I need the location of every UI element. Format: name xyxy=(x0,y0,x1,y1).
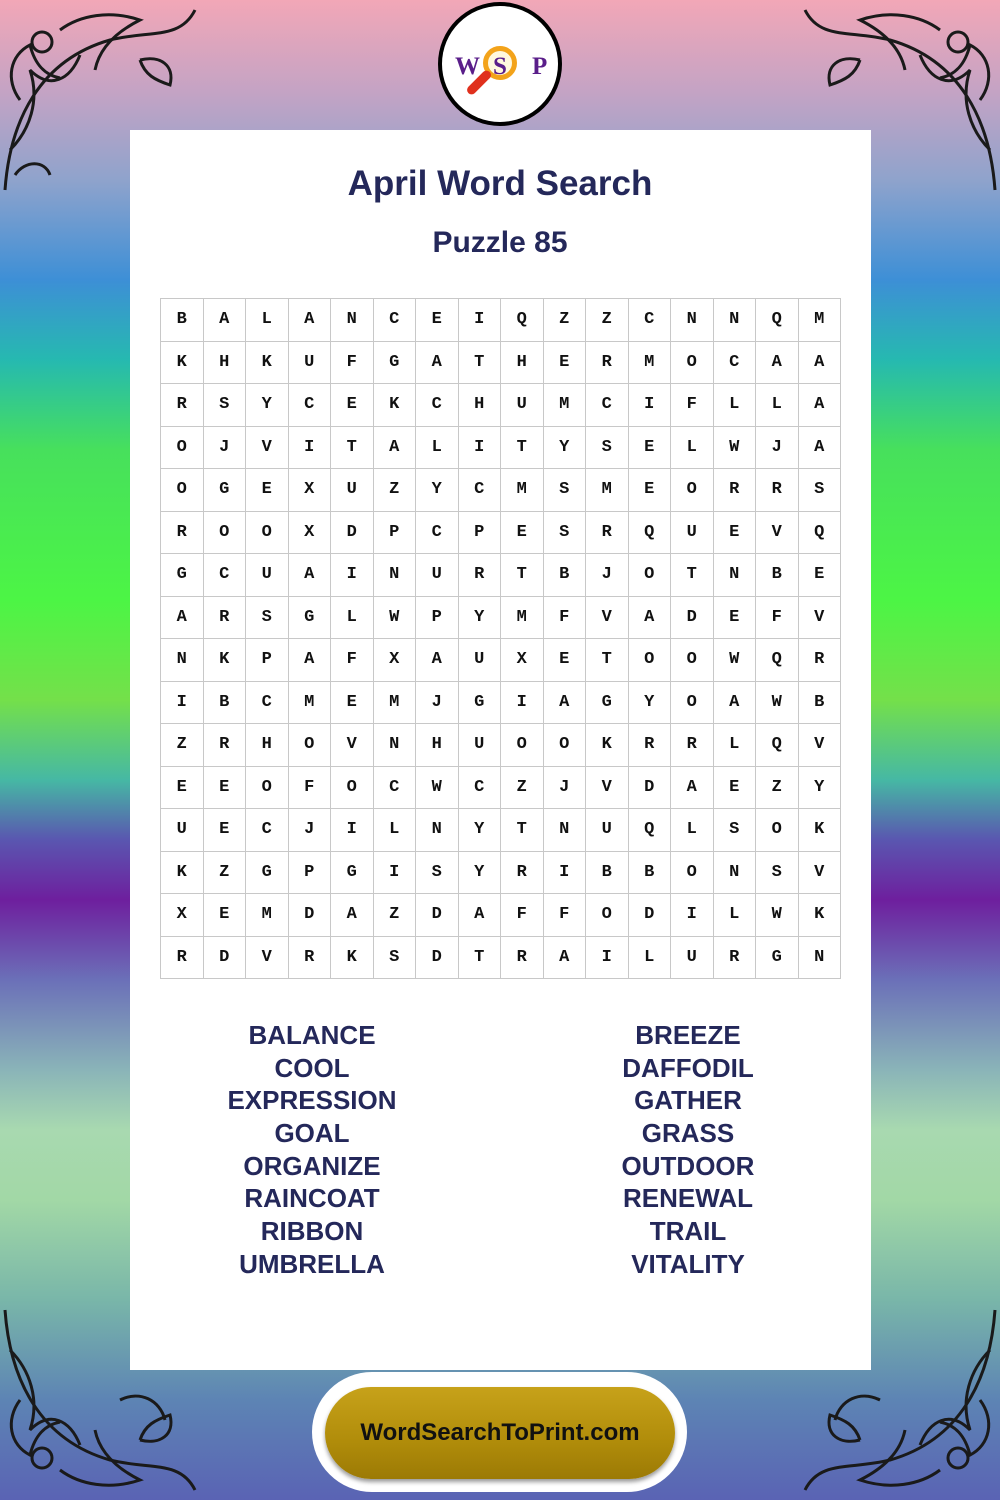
grid-cell[interactable]: W xyxy=(756,894,799,937)
grid-cell[interactable]: I xyxy=(161,682,204,725)
grid-cell[interactable]: V xyxy=(246,937,289,980)
grid-cell[interactable]: K xyxy=(799,894,842,937)
grid-cell[interactable]: R xyxy=(799,639,842,682)
grid-cell[interactable]: E xyxy=(416,299,459,342)
grid-cell[interactable]: R xyxy=(586,342,629,385)
grid-cell[interactable]: O xyxy=(586,894,629,937)
grid-cell[interactable]: F xyxy=(331,342,374,385)
grid-cell[interactable]: L xyxy=(671,809,714,852)
logo-letter-p: P xyxy=(532,53,548,80)
grid-cell[interactable]: G xyxy=(459,682,502,725)
grid-cell[interactable]: D xyxy=(416,937,459,980)
grid-cell[interactable]: O xyxy=(671,639,714,682)
grid-cell[interactable]: O xyxy=(246,767,289,810)
grid-cell[interactable]: U xyxy=(161,809,204,852)
website-link[interactable]: WordSearchToPrint.com xyxy=(360,1419,640,1446)
grid-cell[interactable]: A xyxy=(629,597,672,640)
grid-cell[interactable]: C xyxy=(289,384,332,427)
grid-cell[interactable]: D xyxy=(331,512,374,555)
grid-cell[interactable]: O xyxy=(331,767,374,810)
grid-cell[interactable]: I xyxy=(374,852,417,895)
grid-cell[interactable]: U xyxy=(246,554,289,597)
grid-cell[interactable]: U xyxy=(331,469,374,512)
grid-cell[interactable]: F xyxy=(544,894,587,937)
grid-cell[interactable]: V xyxy=(799,852,842,895)
grid-cell[interactable]: A xyxy=(331,894,374,937)
grid-cell[interactable]: E xyxy=(501,512,544,555)
word-list-item: TRAIL xyxy=(649,1216,727,1247)
grid-cell[interactable]: H xyxy=(204,342,247,385)
grid-cell[interactable]: E xyxy=(629,469,672,512)
grid-cell[interactable]: M xyxy=(501,469,544,512)
grid-cell[interactable]: V xyxy=(586,767,629,810)
grid-cell[interactable]: Q xyxy=(756,724,799,767)
grid-cell[interactable]: V xyxy=(331,724,374,767)
grid-cell[interactable]: E xyxy=(204,767,247,810)
grid-cell[interactable]: A xyxy=(756,342,799,385)
grid-cell[interactable]: T xyxy=(459,342,502,385)
grid-cell[interactable]: O xyxy=(671,342,714,385)
grid-cell[interactable]: L xyxy=(331,597,374,640)
grid-cell[interactable]: U xyxy=(416,554,459,597)
grid-cell[interactable]: S xyxy=(586,427,629,470)
grid-cell[interactable]: R xyxy=(629,724,672,767)
grid-cell[interactable]: Z xyxy=(204,852,247,895)
grid-cell[interactable]: Q xyxy=(629,512,672,555)
grid-cell[interactable]: J xyxy=(289,809,332,852)
grid-cell[interactable]: B xyxy=(204,682,247,725)
grid-cell[interactable]: L xyxy=(714,894,757,937)
word-list-item: UMBRELLA xyxy=(239,1248,385,1279)
grid-cell[interactable]: J xyxy=(586,554,629,597)
grid-cell[interactable]: C xyxy=(374,299,417,342)
grid-cell[interactable]: A xyxy=(416,639,459,682)
grid-cell[interactable]: T xyxy=(671,554,714,597)
grid-cell[interactable]: O xyxy=(246,512,289,555)
grid-cell[interactable]: X xyxy=(289,469,332,512)
grid-cell[interactable]: F xyxy=(756,597,799,640)
grid-cell[interactable]: I xyxy=(331,554,374,597)
grid-cell[interactable]: R xyxy=(714,469,757,512)
word-list-item: RAINCOAT xyxy=(244,1183,380,1214)
grid-cell[interactable]: R xyxy=(161,512,204,555)
grid-cell[interactable]: N xyxy=(714,299,757,342)
grid-cell[interactable]: P xyxy=(289,852,332,895)
grid-cell[interactable]: M xyxy=(246,894,289,937)
grid-cell[interactable]: U xyxy=(586,809,629,852)
grid-cell[interactable]: G xyxy=(289,597,332,640)
logo-letter-s: S xyxy=(493,53,507,80)
grid-cell[interactable]: T xyxy=(331,427,374,470)
grid-cell[interactable]: Y xyxy=(459,597,502,640)
logo-letter-w: W xyxy=(455,53,480,80)
grid-cell[interactable]: M xyxy=(544,384,587,427)
grid-cell[interactable]: G xyxy=(374,342,417,385)
grid-cell[interactable]: S xyxy=(246,597,289,640)
grid-cell[interactable]: A xyxy=(799,384,842,427)
grid-cell[interactable]: U xyxy=(289,342,332,385)
grid-cell[interactable]: R xyxy=(459,554,502,597)
grid-cell[interactable]: E xyxy=(714,767,757,810)
grid-cell[interactable]: E xyxy=(799,554,842,597)
grid-cell[interactable]: G xyxy=(331,852,374,895)
grid-cell[interactable]: L xyxy=(416,427,459,470)
grid-cell[interactable]: A xyxy=(204,299,247,342)
grid-cell[interactable]: H xyxy=(501,342,544,385)
grid-cell[interactable]: B xyxy=(756,554,799,597)
grid-cell[interactable]: G xyxy=(756,937,799,980)
grid-cell[interactable]: S xyxy=(544,512,587,555)
grid-cell[interactable]: R xyxy=(501,852,544,895)
grid-cell[interactable]: O xyxy=(161,469,204,512)
grid-cell[interactable]: N xyxy=(671,299,714,342)
grid-cell[interactable]: A xyxy=(374,427,417,470)
grid-cell[interactable]: A xyxy=(161,597,204,640)
grid-cell[interactable]: P xyxy=(459,512,502,555)
grid-cell[interactable]: L xyxy=(671,427,714,470)
grid-cell[interactable]: Q xyxy=(799,512,842,555)
grid-cell[interactable]: A xyxy=(459,894,502,937)
grid-cell[interactable]: D xyxy=(629,894,672,937)
grid-cell[interactable]: O xyxy=(501,724,544,767)
grid-cell[interactable]: R xyxy=(289,937,332,980)
word-list-item: COOL xyxy=(274,1052,350,1083)
grid-cell[interactable]: R xyxy=(671,724,714,767)
grid-cell[interactable]: C xyxy=(416,512,459,555)
grid-cell[interactable]: C xyxy=(204,554,247,597)
grid-cell[interactable]: L xyxy=(756,384,799,427)
grid-cell[interactable]: C xyxy=(416,384,459,427)
word-list-left xyxy=(147,1019,477,1281)
grid-cell[interactable]: M xyxy=(586,469,629,512)
grid-cell[interactable]: N xyxy=(799,937,842,980)
grid-cell[interactable]: S xyxy=(756,852,799,895)
grid-cell[interactable]: K xyxy=(161,342,204,385)
grid-cell[interactable]: Y xyxy=(629,682,672,725)
grid-cell[interactable]: Y xyxy=(416,469,459,512)
grid-cell[interactable]: M xyxy=(289,682,332,725)
grid-cell[interactable]: O xyxy=(629,554,672,597)
grid-cell[interactable]: V xyxy=(756,512,799,555)
grid-cell[interactable]: K xyxy=(246,342,289,385)
grid-cell[interactable]: E xyxy=(204,809,247,852)
grid-cell[interactable]: J xyxy=(544,767,587,810)
grid-cell[interactable]: K xyxy=(374,384,417,427)
grid-cell[interactable]: U xyxy=(501,384,544,427)
grid-cell[interactable]: E xyxy=(331,682,374,725)
grid-cell[interactable]: L xyxy=(714,724,757,767)
grid-cell[interactable]: D xyxy=(416,894,459,937)
page-title: April Word Search xyxy=(347,164,653,203)
word-list-item: GOAL xyxy=(274,1118,350,1149)
grid-cell[interactable]: N xyxy=(714,554,757,597)
grid-cell[interactable]: Y xyxy=(799,767,842,810)
site-logo[interactable] xyxy=(438,2,562,126)
grid-cell[interactable]: G xyxy=(204,469,247,512)
grid-cell[interactable]: G xyxy=(246,852,289,895)
grid-cell[interactable]: I xyxy=(544,852,587,895)
grid-cell[interactable]: B xyxy=(629,852,672,895)
grid-cell[interactable]: N xyxy=(714,852,757,895)
grid-cell[interactable]: E xyxy=(714,512,757,555)
grid-cell[interactable]: E xyxy=(204,894,247,937)
grid-cell[interactable]: P xyxy=(374,512,417,555)
grid-cell[interactable]: B xyxy=(586,852,629,895)
grid-cell[interactable]: G xyxy=(586,682,629,725)
grid-cell[interactable]: K xyxy=(586,724,629,767)
grid-cell[interactable]: A xyxy=(544,682,587,725)
grid-cell[interactable]: V xyxy=(246,427,289,470)
grid-cell[interactable]: R xyxy=(714,937,757,980)
grid-cell[interactable]: O xyxy=(544,724,587,767)
word-list-item: VITALITY xyxy=(631,1248,745,1279)
grid-cell[interactable]: W xyxy=(714,639,757,682)
grid-cell[interactable]: I xyxy=(586,937,629,980)
grid-cell[interactable]: L xyxy=(246,299,289,342)
grid-cell[interactable]: T xyxy=(501,809,544,852)
logo-badge xyxy=(442,6,558,122)
grid-cell[interactable]: N xyxy=(374,554,417,597)
website-button[interactable] xyxy=(325,1387,675,1479)
grid-cell[interactable]: A xyxy=(714,682,757,725)
grid-cell[interactable]: O xyxy=(756,809,799,852)
grid-cell[interactable]: T xyxy=(501,554,544,597)
grid-cell[interactable]: Z xyxy=(586,299,629,342)
grid-cell[interactable]: I xyxy=(459,299,502,342)
grid-cell[interactable]: E xyxy=(331,384,374,427)
grid-cell[interactable]: E xyxy=(544,639,587,682)
grid-cell[interactable]: X xyxy=(289,512,332,555)
grid-cell[interactable]: J xyxy=(416,682,459,725)
grid-cell[interactable]: O xyxy=(671,682,714,725)
grid-cell[interactable]: O xyxy=(671,469,714,512)
grid-cell[interactable]: C xyxy=(374,767,417,810)
grid-cell[interactable]: D xyxy=(671,597,714,640)
grid-cell[interactable]: Z xyxy=(374,469,417,512)
letter-grid xyxy=(160,298,841,979)
grid-cell[interactable]: U xyxy=(459,639,502,682)
grid-cell[interactable]: E xyxy=(714,597,757,640)
grid-cell[interactable]: X xyxy=(374,639,417,682)
grid-cell[interactable]: C xyxy=(459,767,502,810)
grid-cell[interactable]: F xyxy=(289,767,332,810)
grid-cell[interactable]: A xyxy=(544,937,587,980)
grid-cell[interactable]: S xyxy=(799,469,842,512)
grid-cell[interactable]: Q xyxy=(756,639,799,682)
grid-cell[interactable]: F xyxy=(501,894,544,937)
grid-cell[interactable]: U xyxy=(671,512,714,555)
grid-cell[interactable]: V xyxy=(799,724,842,767)
grid-cell[interactable]: U xyxy=(459,724,502,767)
grid-cell[interactable]: X xyxy=(501,639,544,682)
grid-cell[interactable]: I xyxy=(629,384,672,427)
grid-cell[interactable]: I xyxy=(459,427,502,470)
grid-cell[interactable]: Z xyxy=(544,299,587,342)
grid-cell[interactable]: R xyxy=(161,384,204,427)
word-list-right xyxy=(523,1019,853,1281)
grid-cell[interactable]: A xyxy=(799,427,842,470)
grid-cell[interactable]: Z xyxy=(756,767,799,810)
grid-cell[interactable]: B xyxy=(799,682,842,725)
word-list-item: BALANCE xyxy=(248,1020,376,1050)
grid-cell[interactable]: B xyxy=(544,554,587,597)
word-list-item: RENEWAL xyxy=(623,1183,753,1214)
word-list-item: BREEZE xyxy=(635,1020,741,1050)
grid-cell[interactable]: S xyxy=(374,937,417,980)
grid-cell[interactable]: R xyxy=(204,597,247,640)
grid-cell[interactable]: O xyxy=(629,639,672,682)
grid-cell[interactable]: W xyxy=(374,597,417,640)
grid-cell[interactable]: Z xyxy=(501,767,544,810)
grid-cell[interactable]: O xyxy=(289,724,332,767)
grid-cell[interactable]: N xyxy=(161,639,204,682)
grid-cell[interactable]: M xyxy=(374,682,417,725)
grid-cell[interactable]: W xyxy=(416,767,459,810)
grid-cell[interactable]: O xyxy=(161,427,204,470)
grid-cell[interactable]: R xyxy=(161,937,204,980)
grid-cell[interactable]: A xyxy=(289,639,332,682)
grid-cell[interactable]: T xyxy=(586,639,629,682)
grid-cell[interactable]: R xyxy=(204,724,247,767)
grid-cell[interactable]: E xyxy=(246,469,289,512)
grid-cell[interactable]: A xyxy=(671,767,714,810)
grid-cell[interactable]: S xyxy=(416,852,459,895)
grid-cell[interactable]: Z xyxy=(374,894,417,937)
grid-cell[interactable]: F xyxy=(671,384,714,427)
word-list-item: RIBBON xyxy=(260,1216,364,1247)
word-list-item: GATHER xyxy=(634,1085,742,1116)
word-list-item: EXPRESSION xyxy=(227,1085,397,1116)
word-list-item: DAFFODIL xyxy=(622,1052,754,1083)
grid-cell[interactable]: N xyxy=(374,724,417,767)
grid-cell[interactable]: L xyxy=(374,809,417,852)
grid-cell[interactable]: Y xyxy=(459,852,502,895)
grid-cell[interactable]: V xyxy=(586,597,629,640)
grid-cell[interactable]: C xyxy=(714,342,757,385)
grid-cell[interactable]: E xyxy=(161,767,204,810)
grid-cell[interactable]: A xyxy=(416,342,459,385)
grid-cell[interactable]: L xyxy=(714,384,757,427)
grid-cell[interactable]: R xyxy=(501,937,544,980)
grid-cell[interactable]: S xyxy=(714,809,757,852)
grid-cell[interactable]: A xyxy=(289,299,332,342)
grid-cell[interactable]: D xyxy=(629,767,672,810)
grid-cell[interactable]: X xyxy=(161,894,204,937)
grid-cell[interactable]: M xyxy=(799,299,842,342)
grid-cell[interactable]: A xyxy=(799,342,842,385)
grid-cell[interactable]: G xyxy=(161,554,204,597)
grid-cell[interactable]: W xyxy=(714,427,757,470)
grid-cell[interactable]: D xyxy=(204,937,247,980)
grid-cell[interactable]: C xyxy=(459,469,502,512)
grid-cell[interactable]: F xyxy=(331,639,374,682)
grid-cell[interactable]: H xyxy=(459,384,502,427)
grid-cell[interactable]: K xyxy=(161,852,204,895)
grid-cell[interactable]: O xyxy=(671,852,714,895)
grid-cell[interactable]: T xyxy=(501,427,544,470)
grid-cell[interactable]: P xyxy=(246,639,289,682)
grid-cell[interactable]: Y xyxy=(544,427,587,470)
grid-cell[interactable]: E xyxy=(544,342,587,385)
grid-cell[interactable]: R xyxy=(756,469,799,512)
grid-cell[interactable]: O xyxy=(204,512,247,555)
grid-cell[interactable]: Q xyxy=(501,299,544,342)
grid-cell[interactable]: H xyxy=(416,724,459,767)
grid-cell[interactable]: C xyxy=(586,384,629,427)
grid-cell[interactable]: C xyxy=(246,809,289,852)
grid-cell[interactable]: E xyxy=(629,427,672,470)
grid-cell[interactable]: N xyxy=(544,809,587,852)
grid-cell[interactable]: I xyxy=(331,809,374,852)
grid-cell[interactable]: L xyxy=(629,937,672,980)
grid-cell[interactable]: P xyxy=(416,597,459,640)
word-list-item: ORGANIZE xyxy=(243,1150,381,1181)
word-list-item: GRASS xyxy=(641,1118,735,1149)
grid-cell[interactable]: S xyxy=(204,384,247,427)
grid-cell[interactable]: C xyxy=(246,682,289,725)
grid-cell[interactable]: K xyxy=(331,937,374,980)
grid-cell[interactable]: Y xyxy=(246,384,289,427)
grid-cell[interactable]: H xyxy=(246,724,289,767)
grid-cell[interactable]: I xyxy=(671,894,714,937)
grid-cell[interactable]: N xyxy=(416,809,459,852)
grid-cell[interactable]: D xyxy=(289,894,332,937)
grid-cell[interactable]: R xyxy=(586,512,629,555)
grid-cell[interactable]: Y xyxy=(459,809,502,852)
grid-cell[interactable]: N xyxy=(331,299,374,342)
grid-cell[interactable]: C xyxy=(629,299,672,342)
grid-cell[interactable]: J xyxy=(756,427,799,470)
grid-cell[interactable]: U xyxy=(671,937,714,980)
grid-cell[interactable]: I xyxy=(289,427,332,470)
grid-cell[interactable]: Q xyxy=(629,809,672,852)
grid-cell[interactable]: J xyxy=(204,427,247,470)
puzzle-number: Puzzle 85 xyxy=(432,226,568,259)
grid-cell[interactable]: B xyxy=(161,299,204,342)
grid-cell[interactable]: S xyxy=(544,469,587,512)
grid-cell[interactable]: F xyxy=(544,597,587,640)
grid-cell[interactable]: M xyxy=(501,597,544,640)
grid-cell[interactable]: T xyxy=(459,937,502,980)
grid-cell[interactable]: M xyxy=(629,342,672,385)
grid-cell[interactable]: Q xyxy=(756,299,799,342)
grid-cell[interactable]: I xyxy=(501,682,544,725)
grid-cell[interactable]: K xyxy=(799,809,842,852)
grid-cell[interactable]: V xyxy=(799,597,842,640)
grid-cell[interactable]: W xyxy=(756,682,799,725)
grid-cell[interactable]: Z xyxy=(161,724,204,767)
grid-cell[interactable]: K xyxy=(204,639,247,682)
word-list-item: OUTDOOR xyxy=(621,1150,755,1181)
grid-cell[interactable]: A xyxy=(289,554,332,597)
